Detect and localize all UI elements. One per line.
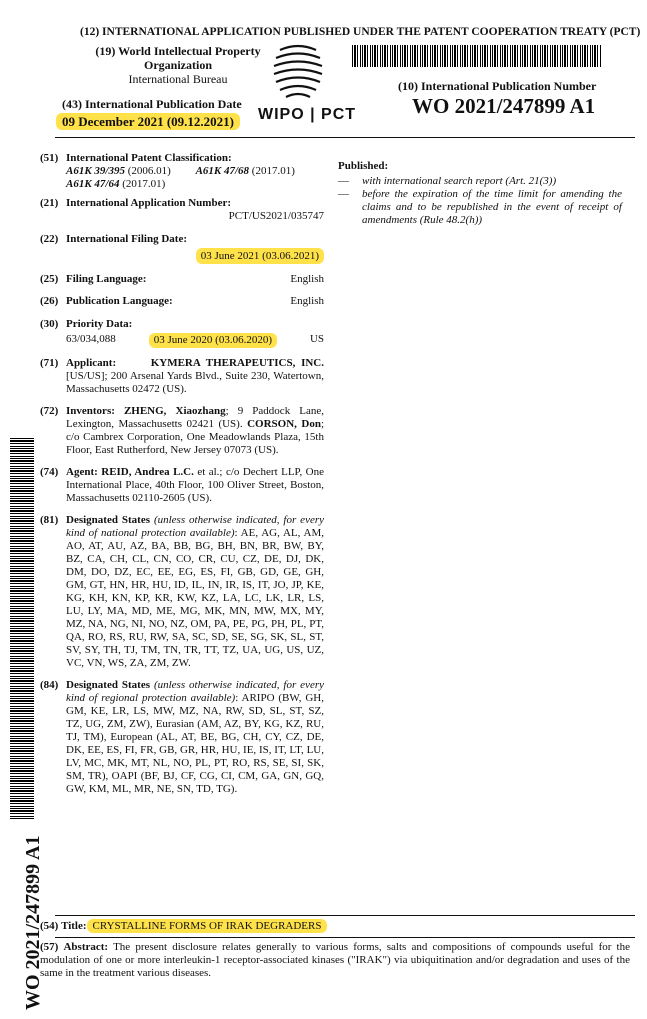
field-81: (81) Designated States (unless otherwise indicated, for every kind of national protection available): AE, AG, AL, AM, AO, AT, AU, AZ, BA, BB, BG, BH, BN, BR, BW, BY, BZ, CA, CH, CL, CN, CO, CR, CU, CZ, DE, DJ, DK, DM, DO, DZ, EC, EE, EG, ES, FI, GB, GD, GE, GH, GM, GT, HN, HR, HU, ID, IL, IN, IR, IS, IT, JO, JP, KE, KG, KH, KN, KP, KR, KW, KZ, LA, LC, LK, LR, LS, LU, LY, MA, MD, ME, MG, MK, MN, MW, MX, MY, MZ, NA, NG, NI, NO, NZ, OM, PA, PE, PG, PH, PL, PT, QA, RO, RS, RU, RW, SA, SC, SD, SE, SG, SK, SL, ST, SV, SY, TH, TJ, TM, TN, TR, TT, TZ, UA, UG, US, UZ, VC, VN, WS, ZA, ZM, ZW. (40, 514, 324, 669)
wipo-organization: (19) World Intellectual Property Organization International Bureau (95, 44, 261, 86)
field-26: (26) Publication Language: English (40, 295, 324, 307)
field-51: (51) International Patent Classification: A61K 39/395 (2006.01) A61K 47/68 (2017.01) A61K 47/64 (2017.01) (40, 152, 295, 190)
published-item: — before the expiration of the time limit for amending the claims and to be republished in the event of receipt of amendments (Rule 48.2(h)) (338, 188, 622, 227)
wipo-pct-logo: WIPO | PCT (258, 106, 357, 123)
field-71: (71) Applicant: KYMERA THERAPEUTICS, INC. [US/US]; 200 Arsenal Yards Blvd., Suite 230, Watertown, Massachusetts 02472 (US). (40, 357, 324, 395)
wipo-globe-icon (268, 40, 328, 104)
pct-header-line: (12) INTERNATIONAL APPLICATION PUBLISHED UNDER THE PATENT COOPERATION TREATY (PCT) (80, 26, 641, 38)
field-22: (22) International Filing Date: 03 June 2021 (03.06.2021) (40, 233, 324, 263)
field-25: (25) Filing Language: English (40, 273, 324, 285)
pub-number-value: WO 2021/247899 A1 (412, 94, 596, 118)
title-field: (54) Title: CRYSTALLINE FORMS OF IRAK DEGRADERS (40, 920, 327, 933)
published-section (338, 160, 622, 227)
barcode-side (10, 438, 34, 820)
pub-number-label: (10) International Publication Number (398, 79, 597, 93)
field-30: (30) Priority Data: 63/034,088 03 June 2020 (03.06.2020) US (40, 318, 324, 346)
bibliographic-fields (40, 152, 324, 796)
field-21: (21) International Application Number: PCT/US2021/035747 (40, 197, 324, 222)
published-item: — with international search report (Art. 21(3)) (338, 175, 622, 188)
barcode-top (352, 45, 602, 67)
divider (55, 137, 635, 138)
field-84: (84) Designated States (unless otherwise indicated, for every kind of regional protection available): ARIPO (BW, GH, GM, KE, LR, LS, MW, MZ, NA, RW, SD, SL, ST, SZ, TZ, UG, ZM, ZW), Eurasian (AM, AZ, BY, KG, KZ, RU, TJ, TM), European (AL, AT, BE, BG, CH, CY, CZ, DE, DK, EE, ES, FI, FR, GB, GR, HR, HU, IE, IS, IT, LT, LU, LV, MC, MK, MT, NL, NO, PL, PT, RO, RS, SE, SI, SK, SM, TR), OAPI (BF, BJ, CF, CG, CI, CM, GA, GN, GQ, GW, KM, ML, MR, NE, SN, TD, TG). (40, 679, 324, 795)
field-74: (74) Agent: REID, Andrea L.C. et al.; c/o Dechert LLP, One International Place, 40th Floor, 100 Oliver Street, Boston, Massachusetts 02110-2605 (US). (40, 466, 324, 504)
pub-date-value: 09 December 2021 (09.12.2021) (56, 113, 240, 130)
divider (55, 937, 635, 938)
published-label: Published: (338, 160, 389, 172)
side-publication-number: WO 2021/247899 A1 (22, 835, 44, 1010)
pub-date-label: (43) International Publication Date (62, 97, 242, 111)
divider (55, 915, 635, 916)
abstract-field: (57) Abstract: The present disclosure relates generally to various forms, salts and compositions of compounds useful for the modulation of one or more interleukin-1 receptor-associated kinases ("IRAK") via ubiquitination and/or degradation and uses of the same in the treatment various diseases. (40, 941, 630, 979)
field-72: (72) Inventors: ZHENG, Xiaozhang; 9 Paddock Lane, Lexington, Massachusetts 02421 (US). CORSON, Don; c/o Cambrex Corporation, One Meadowlands Plaza, 15th Floor, East Rutherford, New Jersey 07073 (US). (40, 405, 324, 456)
